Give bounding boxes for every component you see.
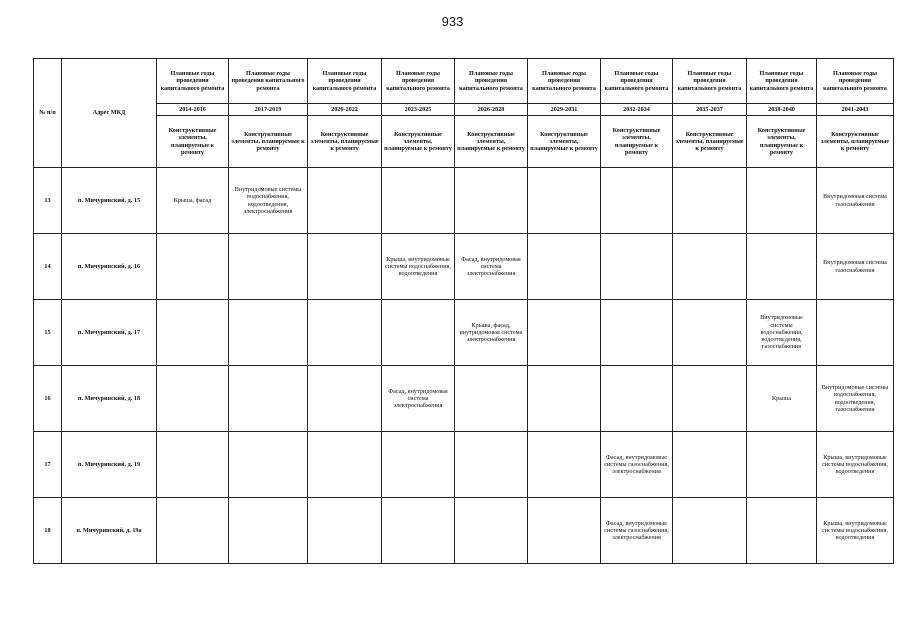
repair-elements-cell xyxy=(601,168,673,234)
repair-elements-cell xyxy=(747,498,817,564)
repair-elements-cell xyxy=(455,432,528,498)
repair-elements-cell: Внутридомовые системы водоснабжения, водоотведения, газоснабжения xyxy=(817,366,894,432)
repair-elements-cell xyxy=(157,234,229,300)
elements-subheader: Конструктивные элементы, планируемые к ремонту xyxy=(382,116,455,168)
repair-elements-cell xyxy=(229,234,308,300)
elements-subheader: Конструктивные элементы, планируемые к ремонту xyxy=(673,116,747,168)
elements-subheader: Конструктивные элементы, планируемые к ремонту xyxy=(455,116,528,168)
row-number: 17 xyxy=(34,432,62,498)
period-title-header: Плановые годы проведения капитального ремонта xyxy=(229,59,308,104)
table-row xyxy=(34,498,894,564)
row-number: 18 xyxy=(34,498,62,564)
repair-elements-cell xyxy=(528,168,601,234)
repair-elements-cell: Фасад, внутридомовая система электроснабжения xyxy=(455,234,528,300)
repair-elements-cell xyxy=(308,432,382,498)
repair-elements-cell xyxy=(673,300,747,366)
table-row xyxy=(34,300,894,366)
repair-elements-cell xyxy=(157,498,229,564)
page-number: 933 xyxy=(441,14,464,29)
period-title-header: Плановые годы проведения капитального ремонта xyxy=(308,59,382,104)
repair-elements-cell xyxy=(229,366,308,432)
repair-elements-cell: Крыша, внутридомовые системы водоснабжения, водоотведения xyxy=(817,432,894,498)
column-header-address: Адрес МКД xyxy=(62,59,157,168)
repair-elements-cell: Крыша, внутридомовые системы водоснабжения, водоотведения xyxy=(382,234,455,300)
repair-elements-cell xyxy=(229,498,308,564)
table-row xyxy=(34,168,894,234)
repair-elements-cell xyxy=(528,300,601,366)
repair-elements-cell xyxy=(382,432,455,498)
repair-elements-cell: Крыша, фасад, внутридомовая система электроснабжения xyxy=(455,300,528,366)
repair-elements-cell: Внутридомовые системы водоснабжения, водоотведения, газоснабжения xyxy=(747,300,817,366)
repair-elements-cell xyxy=(747,432,817,498)
repair-elements-cell xyxy=(528,366,601,432)
repair-elements-cell: Фасад, внутридомовые системы газоснабжения, электроснабжения xyxy=(601,498,673,564)
repair-elements-cell xyxy=(817,300,894,366)
repair-elements-cell: Фасад, внутридомовые системы газоснабжения, электроснабжения xyxy=(601,432,673,498)
period-years-header: 2023-2025 xyxy=(382,104,455,116)
repair-elements-cell xyxy=(528,234,601,300)
repair-elements-cell: Фасад, внутридомовая система электроснабжения xyxy=(382,366,455,432)
row-address: п. Мичуринский, д. 18 xyxy=(62,366,157,432)
repair-elements-cell xyxy=(601,366,673,432)
row-address: п. Мичуринский, д. 16 xyxy=(62,234,157,300)
elements-subheader: Конструктивные элементы, планируемые к ремонту xyxy=(229,116,308,168)
period-years-header: 2035-2037 xyxy=(673,104,747,116)
period-years-header: 2032-2034 xyxy=(601,104,673,116)
repair-elements-cell: Внутридомовая система газоснабжения xyxy=(817,168,894,234)
period-title-header: Плановые годы проведения капитального ремонта xyxy=(157,59,229,104)
period-years-header: 2020-2022 xyxy=(308,104,382,116)
elements-subheader: Конструктивные элементы, планируемые к ремонту xyxy=(601,116,673,168)
repair-elements-cell xyxy=(382,498,455,564)
column-header-number: № п/п xyxy=(34,59,62,168)
repair-elements-cell xyxy=(673,168,747,234)
period-title-header: Плановые годы проведения капитального ремонта xyxy=(747,59,817,104)
repair-elements-cell xyxy=(157,366,229,432)
header-row-titles xyxy=(34,59,894,104)
period-years-header: 2038-2040 xyxy=(747,104,817,116)
header-row-periods xyxy=(34,104,894,116)
repair-elements-cell xyxy=(455,498,528,564)
repair-elements-cell xyxy=(308,498,382,564)
repair-elements-cell: Крыша, фасад xyxy=(157,168,229,234)
row-address: п. Мичуринский, д. 15 xyxy=(62,168,157,234)
row-address: п. Мичуринский, д. 19 xyxy=(62,432,157,498)
repair-elements-cell xyxy=(673,366,747,432)
period-years-header: 2026-2028 xyxy=(455,104,528,116)
repair-elements-cell: Крыша xyxy=(747,366,817,432)
repair-elements-cell xyxy=(528,432,601,498)
repair-elements-cell xyxy=(455,366,528,432)
table-row xyxy=(34,234,894,300)
row-number: 13 xyxy=(34,168,62,234)
repair-elements-cell xyxy=(157,432,229,498)
period-title-header: Плановые годы проведения капитального ремонта xyxy=(455,59,528,104)
repair-elements-cell: Крыша, внутридомовые системы водоснабжения, водоотведения xyxy=(817,498,894,564)
elements-subheader: Конструктивные элементы, планируемые к ремонту xyxy=(817,116,894,168)
row-address: п. Мичуринский, д. 17 xyxy=(62,300,157,366)
elements-subheader: Конструктивные элементы, планируемые к ремонту xyxy=(528,116,601,168)
repair-elements-cell xyxy=(229,300,308,366)
repair-elements-cell xyxy=(382,168,455,234)
period-years-header: 2041-2043 xyxy=(817,104,894,116)
repair-elements-cell xyxy=(601,300,673,366)
period-years-header: 2014-2016 xyxy=(157,104,229,116)
header-row-elements xyxy=(34,116,894,168)
repair-elements-cell xyxy=(308,300,382,366)
period-title-header: Плановые годы проведения капитального ремонта xyxy=(601,59,673,104)
capital-repair-plan-table xyxy=(33,58,894,564)
repair-elements-cell xyxy=(308,366,382,432)
row-address: п. Мичуринский, д. 19а xyxy=(62,498,157,564)
repair-elements-cell xyxy=(747,168,817,234)
repair-elements-cell xyxy=(229,432,308,498)
period-title-header: Плановые годы проведения капитального ремонта xyxy=(673,59,747,104)
repair-elements-cell xyxy=(673,234,747,300)
period-title-header: Плановые годы проведения капитального ремонта xyxy=(528,59,601,104)
table-row xyxy=(34,366,894,432)
repair-elements-cell: Внутридомовые системы водоснабжения, водоотведения, электроснабжения xyxy=(229,168,308,234)
period-years-header: 2017-2019 xyxy=(229,104,308,116)
repair-elements-cell xyxy=(308,234,382,300)
elements-subheader: Конструктивные элементы, планируемые к ремонту xyxy=(308,116,382,168)
elements-subheader: Конструктивные элементы, планируемые к ремонту xyxy=(157,116,229,168)
period-title-header: Плановые годы проведения капитального ремонта xyxy=(382,59,455,104)
repair-elements-cell xyxy=(455,168,528,234)
repair-elements-cell xyxy=(673,432,747,498)
elements-subheader: Конструктивные элементы, планируемые к ремонту xyxy=(747,116,817,168)
period-title-header: Плановые годы проведения капитального ремонта xyxy=(817,59,894,104)
repair-elements-cell xyxy=(747,234,817,300)
table-row xyxy=(34,432,894,498)
row-number: 16 xyxy=(34,366,62,432)
repair-elements-cell xyxy=(157,300,229,366)
row-number: 15 xyxy=(34,300,62,366)
repair-elements-cell xyxy=(528,498,601,564)
repair-elements-cell: Внутридомовая система газоснабжения xyxy=(817,234,894,300)
repair-elements-cell xyxy=(308,168,382,234)
repair-elements-cell xyxy=(673,498,747,564)
row-number: 14 xyxy=(34,234,62,300)
period-years-header: 2029-2031 xyxy=(528,104,601,116)
repair-elements-cell xyxy=(382,300,455,366)
repair-elements-cell xyxy=(601,234,673,300)
